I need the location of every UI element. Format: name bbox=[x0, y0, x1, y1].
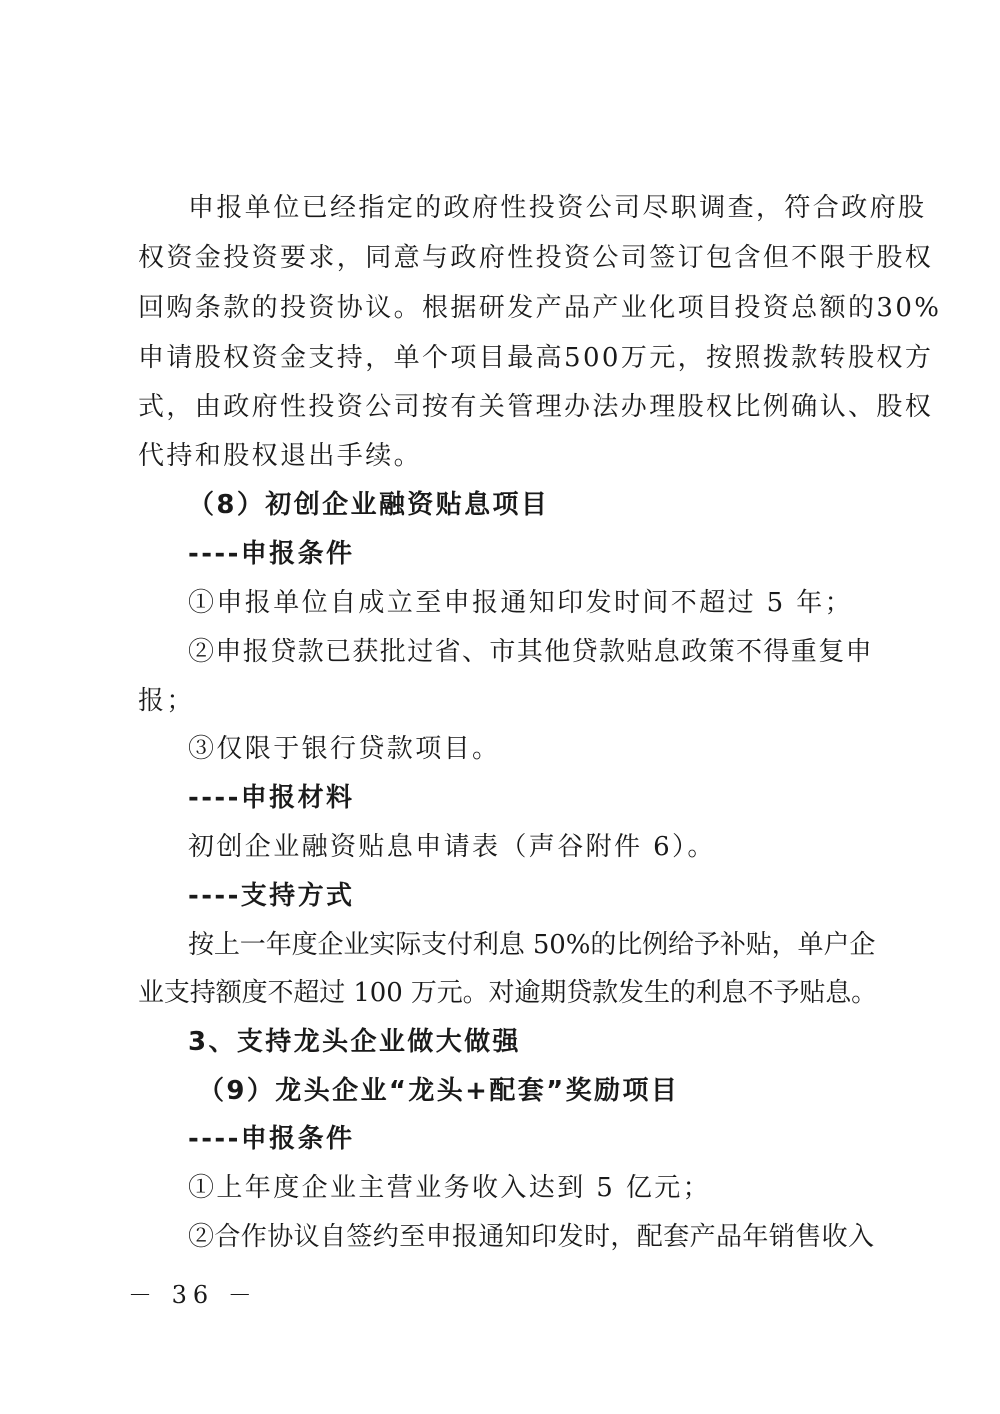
item-9-title: （9）龙头企业“龙头+配套”奖励项目 bbox=[198, 1076, 680, 1106]
item-9-condition-1: ①上年度企业主营业务收入达到 5 亿元； bbox=[188, 1173, 712, 1203]
paragraph-1-line-1: 申报单位已经指定的政府性投资公司尽职调查，符合政府股 bbox=[188, 193, 927, 223]
item-8-title: （8）初创企业融资贴息项目 bbox=[188, 490, 550, 520]
item-9-condition-2-line-1: ②合作协议自签约至申报通知印发时，配套产品年销售收入 bbox=[188, 1222, 875, 1252]
item-8-condition-3: ③仅限于银行贷款项目。 bbox=[188, 734, 501, 764]
section-3-title: 3、支持龙头企业做大做强 bbox=[188, 1027, 521, 1057]
item-8-condition-2-line-2: 报； bbox=[138, 686, 195, 716]
paragraph-1-line-6: 代持和股权退出手续。 bbox=[138, 441, 423, 471]
paragraph-1-line-4: 申请股权资金支持，单个项目最高500万元，按照拨款转股权方 bbox=[138, 343, 934, 373]
item-9-conditions-heading: ----申报条件 bbox=[188, 1124, 355, 1154]
page-number: － 36 － bbox=[128, 1281, 258, 1309]
item-8-support-line-1: 按上一年度企业实际支付利息 50%的比例给予补贴，单户企 bbox=[188, 930, 876, 960]
paragraph-1-line-5: 式，由政府性投资公司按有关管理办法办理股权比例确认、股权 bbox=[138, 392, 934, 422]
item-8-condition-2-line-1: ②申报贷款已获批过省、市其他贷款贴息政策不得重复申 bbox=[188, 637, 874, 667]
item-8-support-line-2: 业支持额度不超过 100 万元。对逾期贷款发生的利息不予贴息。 bbox=[138, 978, 878, 1008]
paragraph-1-line-2: 权资金投资要求，同意与政府性投资公司签订包含但不限于股权 bbox=[138, 243, 934, 273]
item-8-materials-text: 初创企业融资贴息申请表（声谷附件 6）。 bbox=[188, 832, 716, 862]
item-8-conditions-heading: ----申报条件 bbox=[188, 539, 355, 569]
item-8-support-heading: ----支持方式 bbox=[188, 881, 355, 911]
item-8-condition-1: ①申报单位自成立至申报通知印发时间不超过 5 年； bbox=[188, 588, 854, 618]
item-8-materials-heading: ----申报材料 bbox=[188, 783, 355, 813]
paragraph-1-line-3: 回购条款的投资协议。根据研发产品产业化项目投资总额的30% bbox=[138, 293, 942, 323]
